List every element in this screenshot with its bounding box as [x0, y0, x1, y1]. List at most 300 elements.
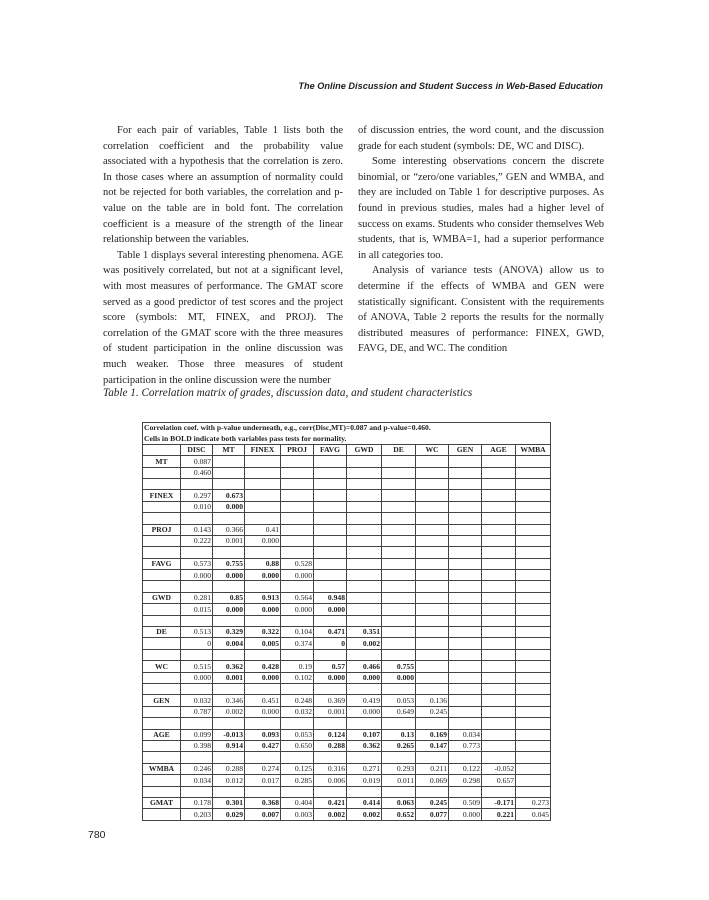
corr-cell: 0.41 [245, 524, 281, 535]
table-note-row [143, 433, 551, 444]
empty-cell [143, 649, 181, 660]
table-header-row [143, 444, 551, 455]
pvalue-cell: 0.003 [281, 809, 314, 820]
pvalue-cell [314, 570, 347, 581]
pvalue-cell: 0.000 [245, 535, 281, 546]
empty-cell [143, 740, 181, 751]
corr-cell [516, 592, 551, 603]
pvalue-cell [482, 604, 516, 615]
pvalue-cell: 0.265 [382, 740, 416, 751]
corr-cell [416, 627, 449, 638]
column-header: WC [416, 444, 449, 455]
paragraph: Table 1 displays several interesting phenomena. AGE was positively correlated, but not at a significant level, with most measures of performance. The GMAT score served as a good predictor of test scores and the project score (symbols: MT, FINEX, and PROJ). The correlation of the GMAT score with the three measures of student participation in the online discussion was much weaker. Those three measures of student participation in the online discussion were the number [103, 249, 343, 386]
pvalue-cell: 0.000 [347, 672, 382, 683]
empty-cell [181, 478, 213, 489]
corr-cell: 0.369 [314, 695, 347, 706]
corr-cell [449, 524, 482, 535]
corr-cell: 0.293 [382, 763, 416, 774]
pvalue-cell: 0.460 [181, 467, 213, 478]
corr-cell: 0.124 [314, 729, 347, 740]
corr-cell [516, 456, 551, 467]
table-row [143, 797, 551, 808]
pvalue-cell [516, 638, 551, 649]
column-header: FAVG [314, 444, 347, 455]
corr-cell [245, 490, 281, 501]
pvalue-cell: 0.245 [416, 706, 449, 717]
table-row [143, 740, 551, 751]
pvalue-cell [347, 535, 382, 546]
pvalue-cell [347, 501, 382, 512]
empty-cell [213, 478, 245, 489]
pvalue-cell: 0.000 [382, 672, 416, 683]
header-corner [143, 444, 181, 455]
corr-cell: 0.362 [213, 661, 245, 672]
empty-cell [314, 547, 347, 558]
corr-cell [382, 524, 416, 535]
column-header: WMBA [516, 444, 551, 455]
empty-cell [143, 547, 181, 558]
table-row [143, 695, 551, 706]
empty-cell [181, 581, 213, 592]
empty-cell [347, 547, 382, 558]
empty-cell [347, 718, 382, 729]
empty-cell [281, 513, 314, 524]
corr-cell [382, 456, 416, 467]
pvalue-cell [382, 604, 416, 615]
corr-cell: 0.107 [347, 729, 382, 740]
empty-cell [382, 478, 416, 489]
pvalue-cell: 0.000 [314, 672, 347, 683]
pvalue-cell [281, 501, 314, 512]
empty-cell [314, 615, 347, 626]
pvalue-cell: 0.005 [245, 638, 281, 649]
corr-cell: 0.404 [281, 797, 314, 808]
table-row [143, 729, 551, 740]
pvalue-cell: 0.001 [314, 706, 347, 717]
pvalue-cell [416, 638, 449, 649]
spacer-row [143, 581, 551, 592]
empty-cell [416, 615, 449, 626]
empty-cell [143, 604, 181, 615]
pvalue-cell [416, 570, 449, 581]
empty-cell [143, 786, 181, 797]
pvalue-cell: 0.001 [213, 672, 245, 683]
corr-cell: 0.428 [245, 661, 281, 672]
pvalue-cell [449, 535, 482, 546]
corr-cell [314, 558, 347, 569]
empty-cell [416, 752, 449, 763]
empty-cell [314, 683, 347, 694]
pvalue-cell: 0.069 [416, 775, 449, 786]
pvalue-cell: 0.012 [213, 775, 245, 786]
corr-cell: 0.564 [281, 592, 314, 603]
pvalue-cell: 0.652 [382, 809, 416, 820]
corr-cell: 0.57 [314, 661, 347, 672]
table-row [143, 524, 551, 535]
empty-cell [314, 752, 347, 763]
empty-cell [213, 547, 245, 558]
pvalue-cell [314, 467, 347, 478]
pvalue-cell: 0.000 [213, 570, 245, 581]
pvalue-cell [482, 740, 516, 751]
corr-cell: 0.143 [181, 524, 213, 535]
empty-cell [213, 615, 245, 626]
empty-cell [347, 478, 382, 489]
corr-cell [347, 558, 382, 569]
empty-cell [482, 547, 516, 558]
column-header: PROJ [281, 444, 314, 455]
empty-cell [516, 478, 551, 489]
pvalue-cell [382, 501, 416, 512]
corr-cell: 0.288 [213, 763, 245, 774]
pvalue-cell [516, 501, 551, 512]
empty-cell [314, 581, 347, 592]
empty-cell [347, 581, 382, 592]
pvalue-cell [416, 535, 449, 546]
pvalue-cell: 0.077 [416, 809, 449, 820]
corr-cell: 0.125 [281, 763, 314, 774]
pvalue-cell: 0.015 [181, 604, 213, 615]
pvalue-cell [482, 501, 516, 512]
column-header: DE [382, 444, 416, 455]
pvalue-cell: 0.000 [245, 672, 281, 683]
pvalue-cell: 0.017 [245, 775, 281, 786]
empty-cell [416, 547, 449, 558]
pvalue-cell [516, 535, 551, 546]
column-header: FINEX [245, 444, 281, 455]
corr-cell [449, 558, 482, 569]
row-label: FINEX [143, 490, 181, 501]
corr-cell [516, 695, 551, 706]
row-label: GEN [143, 695, 181, 706]
pvalue-cell: 0.006 [314, 775, 347, 786]
corr-cell: 0.274 [245, 763, 281, 774]
corr-cell [382, 592, 416, 603]
pvalue-cell: 0.362 [347, 740, 382, 751]
corr-cell [482, 627, 516, 638]
table-row [143, 627, 551, 638]
corr-cell [516, 661, 551, 672]
pvalue-cell: 0.285 [281, 775, 314, 786]
pvalue-cell [516, 706, 551, 717]
empty-cell [382, 752, 416, 763]
corr-cell [382, 490, 416, 501]
corr-cell [416, 661, 449, 672]
corr-cell [314, 456, 347, 467]
corr-cell [482, 592, 516, 603]
pvalue-cell: 0.102 [281, 672, 314, 683]
pvalue-cell: 0.374 [281, 638, 314, 649]
table-caption: Table 1. Correlation matrix of grades, discussion data, and student characteristics [103, 387, 473, 399]
corr-cell: 0.297 [181, 490, 213, 501]
corr-cell [347, 592, 382, 603]
corr-cell: 0.85 [213, 592, 245, 603]
pvalue-cell: 0.147 [416, 740, 449, 751]
empty-cell [143, 809, 181, 820]
empty-cell [245, 513, 281, 524]
corr-cell [482, 661, 516, 672]
pvalue-cell: 0.398 [181, 740, 213, 751]
corr-cell [516, 558, 551, 569]
corr-cell: 0.245 [416, 797, 449, 808]
empty-cell [482, 581, 516, 592]
empty-cell [143, 467, 181, 478]
empty-cell [347, 683, 382, 694]
corr-cell [449, 490, 482, 501]
corr-cell [449, 627, 482, 638]
corr-cell: 0.913 [245, 592, 281, 603]
empty-cell [347, 786, 382, 797]
corr-cell [382, 558, 416, 569]
pvalue-cell: 0.649 [382, 706, 416, 717]
corr-cell [482, 558, 516, 569]
empty-cell [482, 683, 516, 694]
pvalue-cell [449, 638, 482, 649]
pvalue-cell: 0.004 [213, 638, 245, 649]
pvalue-cell: 0.657 [482, 775, 516, 786]
corr-cell [516, 627, 551, 638]
table-row [143, 456, 551, 467]
empty-cell [482, 649, 516, 660]
pvalue-cell [516, 775, 551, 786]
empty-cell [181, 615, 213, 626]
row-label: WC [143, 661, 181, 672]
row-label: PROJ [143, 524, 181, 535]
corr-cell: 0.755 [213, 558, 245, 569]
empty-cell [382, 615, 416, 626]
pvalue-cell [449, 570, 482, 581]
pvalue-cell [382, 570, 416, 581]
corr-cell [314, 490, 347, 501]
empty-cell [143, 775, 181, 786]
pvalue-cell: 0.000 [314, 604, 347, 615]
empty-cell [482, 478, 516, 489]
pvalue-cell: 0.298 [449, 775, 482, 786]
pvalue-cell [314, 501, 347, 512]
empty-cell [143, 718, 181, 729]
pvalue-cell: 0.000 [245, 706, 281, 717]
empty-cell [281, 615, 314, 626]
empty-cell [449, 683, 482, 694]
corr-cell: 0.528 [281, 558, 314, 569]
corr-cell: 0.322 [245, 627, 281, 638]
pvalue-cell: 0.222 [181, 535, 213, 546]
column-header: GWD [347, 444, 382, 455]
corr-cell [416, 524, 449, 535]
table-row [143, 638, 551, 649]
empty-cell [281, 581, 314, 592]
corr-cell: 0.19 [281, 661, 314, 672]
corr-cell: 0.948 [314, 592, 347, 603]
empty-cell [347, 513, 382, 524]
table-row [143, 661, 551, 672]
pvalue-cell: 0.032 [281, 706, 314, 717]
pvalue-cell [416, 604, 449, 615]
pvalue-cell: 0.034 [181, 775, 213, 786]
empty-cell [245, 547, 281, 558]
empty-cell [245, 718, 281, 729]
empty-cell [143, 638, 181, 649]
pvalue-cell: 0.000 [245, 604, 281, 615]
pvalue-cell [516, 604, 551, 615]
pvalue-cell: 0.002 [347, 638, 382, 649]
pvalue-cell: 0.787 [181, 706, 213, 717]
corr-cell: 0.281 [181, 592, 213, 603]
empty-cell [143, 535, 181, 546]
empty-cell [143, 513, 181, 524]
corr-cell [516, 763, 551, 774]
pvalue-cell [416, 672, 449, 683]
pvalue-cell: 0.000 [281, 604, 314, 615]
pvalue-cell: 0.000 [449, 809, 482, 820]
pvalue-cell [347, 570, 382, 581]
corr-cell: 0.316 [314, 763, 347, 774]
empty-cell [382, 786, 416, 797]
pvalue-cell [482, 672, 516, 683]
pvalue-cell [347, 467, 382, 478]
table-row [143, 558, 551, 569]
pvalue-cell [482, 706, 516, 717]
pvalue-cell: 0.650 [281, 740, 314, 751]
pvalue-cell [314, 535, 347, 546]
empty-cell [347, 615, 382, 626]
pvalue-cell: 0.002 [347, 809, 382, 820]
table-row [143, 763, 551, 774]
corr-cell: 0.271 [347, 763, 382, 774]
empty-cell [449, 752, 482, 763]
pvalue-cell: 0.000 [181, 672, 213, 683]
row-label: GMAT [143, 797, 181, 808]
running-head: The Online Discussion and Student Success in Web-Based Education [298, 81, 603, 91]
pvalue-cell: 0.010 [181, 501, 213, 512]
corr-cell: 0.273 [516, 797, 551, 808]
corr-cell: 0.136 [416, 695, 449, 706]
corr-cell: 0.211 [416, 763, 449, 774]
table-row [143, 706, 551, 717]
column-header: GEN [449, 444, 482, 455]
corr-cell: 0.509 [449, 797, 482, 808]
table-row [143, 775, 551, 786]
empty-cell [347, 649, 382, 660]
pvalue-cell [449, 706, 482, 717]
empty-cell [516, 786, 551, 797]
pvalue-cell [516, 467, 551, 478]
corr-cell: 0.053 [281, 729, 314, 740]
empty-cell [382, 547, 416, 558]
table-row [143, 672, 551, 683]
table-note: Correlation coef. with p-value underneath, e.g., corr(Disc,MT)=0.087 and p-value=0.460. [143, 423, 551, 434]
corr-cell: -0.171 [482, 797, 516, 808]
corr-cell [516, 490, 551, 501]
pvalue-cell: 0.002 [213, 706, 245, 717]
pvalue-cell [482, 570, 516, 581]
corr-cell [516, 524, 551, 535]
empty-cell [382, 581, 416, 592]
corr-cell: 0.573 [181, 558, 213, 569]
pvalue-cell: 0.019 [347, 775, 382, 786]
row-label: MT [143, 456, 181, 467]
pvalue-cell [416, 467, 449, 478]
empty-cell [516, 752, 551, 763]
pvalue-cell: 0.288 [314, 740, 347, 751]
corr-cell [347, 490, 382, 501]
corr-cell: 0.673 [213, 490, 245, 501]
empty-cell [482, 513, 516, 524]
corr-cell [482, 729, 516, 740]
corr-cell: 0.515 [181, 661, 213, 672]
corr-cell [382, 627, 416, 638]
left-column [103, 123, 343, 388]
pvalue-cell [482, 638, 516, 649]
correlation-table [142, 422, 551, 821]
pvalue-cell [516, 672, 551, 683]
empty-cell [516, 581, 551, 592]
corr-cell [213, 456, 245, 467]
corr-cell [482, 490, 516, 501]
empty-cell [449, 615, 482, 626]
empty-cell [382, 513, 416, 524]
empty-cell [516, 683, 551, 694]
pvalue-cell: 0.203 [181, 809, 213, 820]
empty-cell [143, 683, 181, 694]
pvalue-cell: 0 [314, 638, 347, 649]
corr-cell [449, 695, 482, 706]
spacer-row [143, 718, 551, 729]
pvalue-cell [382, 467, 416, 478]
empty-cell [347, 752, 382, 763]
empty-cell [382, 683, 416, 694]
empty-cell [143, 478, 181, 489]
paragraph: Analysis of variance tests (ANOVA) allow us to determine if the effects of WMBA and GEN were statistically significant. Consistent with the requirements of ANOVA, Table 2 reports the results for the normally distributed measures of performance: FINEX, GWD, FAVG, DE, and WC. The condition [358, 265, 604, 355]
corr-cell: 0.093 [245, 729, 281, 740]
pvalue-cell [449, 501, 482, 512]
empty-cell [245, 683, 281, 694]
empty-cell [382, 649, 416, 660]
pvalue-cell: 0.045 [516, 809, 551, 820]
pvalue-cell: 0.427 [245, 740, 281, 751]
empty-cell [281, 683, 314, 694]
empty-cell [416, 649, 449, 660]
empty-cell [143, 501, 181, 512]
pvalue-cell [382, 535, 416, 546]
spacer-row [143, 752, 551, 763]
table-row [143, 490, 551, 501]
pvalue-cell [347, 604, 382, 615]
corr-cell [482, 524, 516, 535]
empty-cell [143, 752, 181, 763]
empty-cell [143, 570, 181, 581]
table-row [143, 809, 551, 820]
row-label: FAVG [143, 558, 181, 569]
corr-cell: 0.366 [213, 524, 245, 535]
corr-cell: 0.087 [181, 456, 213, 467]
empty-cell [143, 581, 181, 592]
corr-cell [281, 490, 314, 501]
empty-cell [449, 513, 482, 524]
corr-cell [516, 729, 551, 740]
corr-cell: 0.301 [213, 797, 245, 808]
empty-cell [181, 752, 213, 763]
pvalue-cell [482, 467, 516, 478]
pvalue-cell [245, 501, 281, 512]
empty-cell [281, 752, 314, 763]
paragraph: For each pair of variables, Table 1 lists both the correlation coefficient and the probability value associated with a hypothesis that the correlation is zero. In those cases where an assumption of normality could not be rejected for both variables, the correlation and p-value on the table are in bold font. The correlation coefficient is a measure of the strength of the linear relationship between the variables. [103, 125, 343, 246]
table-row [143, 467, 551, 478]
table-row [143, 592, 551, 603]
empty-cell [314, 513, 347, 524]
corr-cell: 0.513 [181, 627, 213, 638]
corr-cell: 0.053 [382, 695, 416, 706]
